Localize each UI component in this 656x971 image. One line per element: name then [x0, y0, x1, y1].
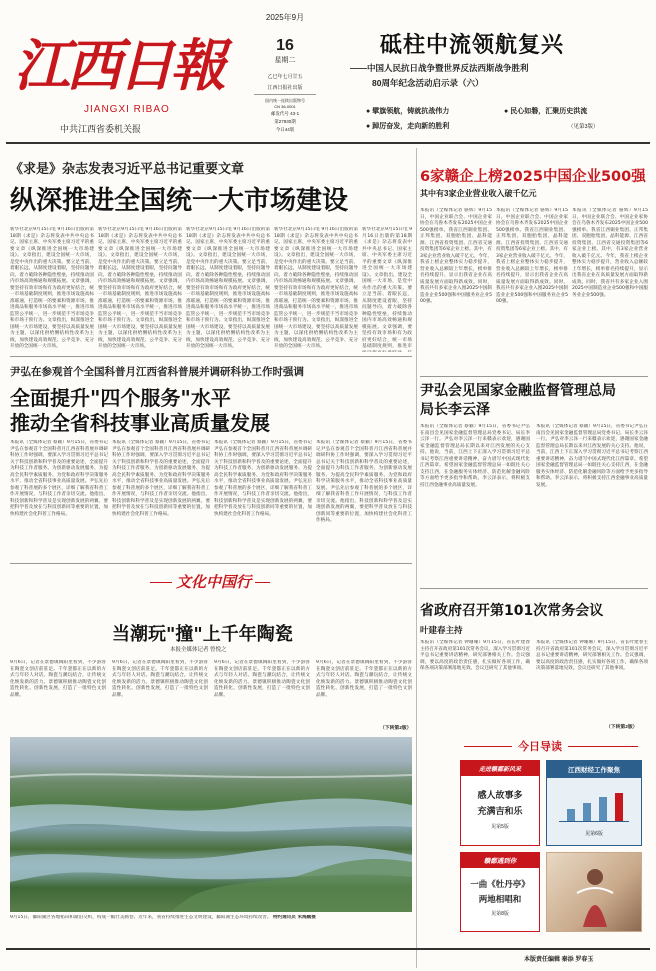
feature-subtitle-1: ——中国人民抗日战争暨世界反法西斯战争胜利	[350, 63, 529, 73]
article-body-col-3: 新华社北京9月15日电 9月16日出版的第18期《求是》杂志将发表中共中央总书记、国家主席、中央军委主席习近平的重要文章《纵深推进全国统一大市场建设》。文章指出，建设全国统一大市场，是党中央作出的重大决策。要立足当前、着眼长远，从制度建设着眼，坚持问题导向，着力破除各种隐性壁垒，持续推动国内市场高效畅通和规模拓展。文章强调，要坚持有效市场和有为政府更好结合，统一市场基础制度规则，推进市场设施高标准联通，打造统一的要素和资源市场，推进商品和服务市场高水平统一，推进市场监管公平统一，进一步规范不当市场竞争和市场干预行为。文章指出，纵深推进全国统一大市场建设，要坚持以高质量发展为主题，以深化供给侧结构性改革为主线，加快建设高效规范、公平竞争、充分开放的全国统一大市场。	[186, 227, 270, 349]
section-divider	[420, 588, 648, 589]
guide-item-1[interactable]	[460, 760, 540, 846]
culture-jump: （下转第2版）	[380, 726, 412, 731]
article-body-col-1: 本报讯（全媒体记者 钟珊珊）9月15日，省长叶建春主持召开省政府第101次常务会议，深入学习贯彻习近平总书记重要讲话精神，研究部署相关工作。会议强调，要以高度的政治责任感，扎实做好各项工作，确保各项决策部署落地见效。会议还研究了其他事项。	[420, 640, 530, 671]
photo-credit: 特约通讯员 朱海鹏摄	[272, 915, 316, 920]
section-divider	[10, 563, 412, 564]
article-kicker: 《求是》杂志发表习近平总书记重要文章	[10, 161, 245, 176]
article-body-col-2: 本报讯（全媒体记者 蔡颖）9月15日，省委书记尹弘在参观首个全国科普月江西省科普展并调研科协工作时强调，要深入学习贯彻习近平总书记关于科技创新和科学普及的重要论述，全面提升为科技工作者服务、为创新驱动发展服务、为提高全民科学素质服务、为党和政府科学决策服务水平，推动全省科技事业高质量发展。尹弘先后参观了科普展的多个展区，详细了解我省科普工作开展情况，与科技工作者亲切交流。他指出，科技创新和科学普及是实现创新发展的两翼，要把科学普及放在与科技创新同等重要的位置，加快构建社会化科普工作格局。	[112, 440, 210, 517]
article-kicker: 尹弘在参观首个全国科普月江西省科普展并调研科协工作时强调	[10, 366, 304, 378]
article-headline-line-1: 全面提升"四个服务"水平	[10, 386, 231, 410]
guide-banner: 江西财经工作聚焦	[547, 761, 641, 778]
guide-page: 见第8版	[491, 911, 509, 917]
date-month: 2025年9月	[265, 13, 305, 22]
article-body-col-1: 新华社北京9月15日电 9月16日出版的第18期《求是》杂志将发表中共中央总书记、国家主席、中央军委主席习近平的重要文章《纵深推进全国统一大市场建设》。文章指出，建设全国统一大市场，是党中央作出的重大决策。要立足当前、着眼长远，从制度建设着眼，坚持问题导向，着力破除各种隐性壁垒，持续推动国内市场高效畅通和规模拓展。文章强调，要坚持有效市场和有为政府更好结合，统一市场基础制度规则，推进市场设施高标准联通，打造统一的要素和资源市场，推进商品和服务市场高水平统一，推进市场监管公平统一，进一步规范不当市场竞争和市场干预行为。文章指出，纵深推进全国统一大市场建设，要坚持以高质量发展为主题，以深化供给侧结构性改革为主线，加快建设高效规范、公平竞争、充分开放的全国统一大市场。	[10, 227, 94, 349]
article-body-col-1: 9月6日，记者在景德镇陶阳里看到，不少游客在陶瓷文创店前驻足。千年瓷都正在以新的方式与年轻人对话。陶瓷与潮玩结合，让传统文化焕发新的活力。景德镇积极推动陶瓷文化创造性转化、创新性发展，打造了一批特色文创品牌。	[10, 660, 106, 698]
footer-editor: 本版责任编辑 秦添 罗春玉	[524, 957, 594, 963]
masthead-divider	[6, 142, 650, 144]
article-body-col-4: 9月6日，记者在景德镇陶阳里看到，不少游客在陶瓷文创店前驻足。千年瓷都正在以新的方式与年轻人对话。陶瓷与潮玩结合，让传统文化焕发新的活力。景德镇积极推动陶瓷文化创造性转化、创新性发展，打造了一批特色文创品牌。	[316, 660, 412, 698]
section-divider	[420, 376, 648, 377]
article-body-col-2: 本报讯（全媒体记者 钟珊珊）9月15日，省长叶建春主持召开省政府第101次常务会议，深入学习贯彻习近平总书记重要讲话精神，研究部署相关工作。会议强调，要以高度的政治责任感，扎实做好各项工作，确保各项决策部署落地见效。会议还研究了其他事项。	[536, 640, 648, 671]
culture-byline: 本报全媒体记者 曾悦之	[170, 647, 227, 653]
newspaper-org: 中共江西省委机关报	[60, 124, 142, 134]
issue-number: 第27930期	[274, 119, 296, 124]
article-body-col-3: 9月6日，记者在景德镇陶阳里看到，不少游客在陶瓷文创店前驻足。千年瓷都正在以新的方式与年轻人对话。陶瓷与潮玩结合，让传统文化焕发新的活力。景德镇积极推动陶瓷文化创造性转化、创新性发展，打造了一批特色文创品牌。	[214, 660, 310, 698]
feature-jump: （见第3版）	[568, 124, 599, 130]
wetland-illustration	[10, 737, 412, 912]
lunar-date: 乙巳年七月廿五	[267, 74, 303, 80]
culture-headline: 当潮玩"撞"上千年陶瓷	[112, 624, 293, 645]
guide-stage-image	[546, 852, 642, 932]
guide-heading: 感人故事多	[477, 790, 523, 800]
newspaper-pinyin: JIANGXI RIBAO	[84, 104, 170, 115]
date-day: 16	[276, 37, 294, 54]
page-count: 今日44版	[275, 127, 295, 132]
feature-link-1[interactable]: ● 擘旗领航，铸就抗战伟力	[366, 106, 449, 116]
landscape-photo	[10, 737, 412, 912]
photo-caption	[10, 915, 412, 929]
article-jump: （下转第2版）	[606, 725, 638, 730]
article-body-col-4: 本报讯（全媒体记者 蔡颖）9月15日，省委书记尹弘在参观首个全国科普月江西省科普展并调研科协工作时强调，要深入学习贯彻习近平总书记关于科技创新和科学普及的重要论述，全面提升为科技工作者服务、为创新驱动发展服务、为提高全民科学素质服务、为党和政府科学决策服务水平，推动全省科技事业高质量发展。尹弘先后参观了科普展的多个展区，详细了解我省科普工作开展情况，与科技工作者亲切交流。他指出，科技创新和科学普及是实现创新发展的两翼，要把科学普及放在与科技创新同等重要的位置，加快构建社会化科普工作格局。	[316, 440, 412, 523]
masthead	[0, 0, 656, 140]
article-body-col-3: 本报讯（全媒体记者 骆辉）9月15日，中国企业联合会、中国企业家协会在乌鲁木齐发布2025中国企业500强榜单。我省江西铜业集团、正邦集团、双胞胎集团、晶科能源、江西省投资集团、江西省交通投资集团等6家企业上榜。其中，有3家企业营业收入破千亿元。今年，我省上榜企业整体实力稳步提升，营业收入总额较上年增长，榜单排名持续提升，显示出我省企业在高质量发展方面取得新成效。同时，我省共有多家企业入围2025中国制造业企业500强和中国服务业企业500强。	[572, 208, 648, 298]
issue-info-box	[250, 12, 320, 140]
guide-banner: 赣鄱遇到你	[461, 853, 539, 868]
guide-heading-2: 充满吉和乐	[477, 806, 523, 816]
guide-heading: 一曲《牡丹亭》	[470, 879, 530, 889]
article-body-col-2: 9月6日，记者在景德镇陶阳里看到，不少游客在陶瓷文创店前驻足。千年瓷都正在以新的方式与年轻人对话。陶瓷与潮玩结合，让传统文化焕发新的活力。景德镇积极推动陶瓷文化创造性转化、创新性发展，打造了一批特色文创品牌。	[112, 660, 208, 698]
feature-title: 砥柱中流领航复兴	[380, 33, 565, 58]
article-body-col-2: 本报讯（全媒体记者 骆辉）9月15日，中国企业联合会、中国企业家协会在乌鲁木齐发布2025中国企业500强榜单。我省江西铜业集团、正邦集团、双胞胎集团、晶科能源、江西省投资集团、江西省交通投资集团等6家企业上榜。其中，有3家企业营业收入破千亿元。今年，我省上榜企业整体实力稳步提升，营业收入总额较上年增长，榜单排名持续提升，显示出我省企业在高质量发展方面取得新成效。同时，我省共有多家企业入围2025中国制造业企业500强和中国服务业企业500强。	[496, 208, 568, 304]
caption-text: 9月15日，鄱阳湖区各地稻田和湖泊交织，构成一幅壮美画卷。近年来，我省持续推进生态文明建设，鄱阳湖生态环境持续改善。	[10, 915, 272, 920]
publisher: 江西日报社出版	[267, 85, 303, 91]
guide-item-3[interactable]	[460, 852, 540, 932]
culture-banner	[150, 571, 270, 593]
today-guide	[454, 736, 648, 936]
guide-banner: 走进赣鄱新风采	[461, 761, 539, 776]
guide-item-2[interactable]	[546, 760, 642, 846]
article-body-col-4: 新华社北京9月15日电 9月16日出版的第18期《求是》杂志将发表中共中央总书记、国家主席、中央军委主席习近平的重要文章《纵深推进全国统一大市场建设》。文章指出，建设全国统一大市场，是党中央作出的重大决策。要立足当前、着眼长远，从制度建设着眼，坚持问题导向，着力破除各种隐性壁垒，持续推动国内市场高效畅通和规模拓展。文章强调，要坚持有效市场和有为政府更好结合，统一市场基础制度规则，推进市场设施高标准联通，打造统一的要素和资源市场，推进商品和服务市场高水平统一，推进市场监管公平统一，进一步规范不当市场竞争和市场干预行为。文章指出，纵深推进全国统一大市场建设，要坚持以高质量发展为主题，以深化供给侧结构性改革为主线，加快建设高效规范、公平竞争、充分开放的全国统一大市场。	[274, 227, 358, 349]
article-body-col-5: 新华社北京9月15日电 9月16日出版的第18期《求是》杂志将发表中共中央总书记、国家主席、中央军委主席习近平的重要文章《纵深推进全国统一大市场建设》。文章指出，建设全国统一大市场，是党中央作出的重大决策。要立足当前、着眼长远，从制度建设着眼，坚持问题导向，着力破除各种隐性壁垒，持续推动国内市场高效畅通和规模拓展。文章强调，要坚持有效市场和有为政府更好结合，统一市场基础制度规则，推进市	[362, 227, 412, 349]
guide-title: 今日导读	[512, 738, 568, 754]
guide-heading-2: 两地相唱和	[478, 894, 522, 904]
article-body-col-3: 本报讯（全媒体记者 蔡颖）9月15日，省委书记尹弘在参观首个全国科普月江西省科普展并调研科协工作时强调，要深入学习贯彻习近平总书记关于科技创新和科学普及的重要论述，全面提升为科技工作者服务、为创新驱动发展服务、为提高全民科学素质服务、为党和政府科学决策服务水平，推动全省科技事业高质量发展。尹弘先后参观了科普展的多个展区，详细了解我省科普工作开展情况，与科技工作者亲切交流。他指出，科技创新和科学普及是实现创新发展的两翼，要把科学普及放在与科技创新同等重要的位置，加快构建社会化科普工作格局。	[214, 440, 312, 517]
article-headline	[420, 382, 620, 420]
cn-number: CN 36-0001	[274, 104, 296, 109]
feature-subtitle-2: 80周年纪念活动启示录（六）	[372, 78, 484, 88]
guide-page: 见第6版	[585, 831, 603, 837]
stage-figure-icon	[547, 853, 643, 933]
newspaper-logo: 江西日報	[14, 33, 222, 99]
column-divider	[416, 148, 417, 968]
article-body-col-2: 本报讯（全媒体记者 蔡颖）9月15日，省委书记尹弘在南昌会见国家金融监督管理总局党委书记、局长李云泽一行。尹弘对李云泽一行来赣表示欢迎，感谢国家金融监督管理总局长期以来对江西发展的关心支持。他说，当前，江西上下正深入学习贯彻习近平总书记考察江西重要讲话精神，奋力谱写中国式现代化江西篇章。希望国家金融监督管理总局一如既往关心支持江西，在金融服务实体经济、防范化解金融风险等方面给予更多指导和帮助。李云泽表示，将积极支持江西金融事业高质量发展。	[536, 424, 648, 488]
feature-link-2[interactable]: ● 民心如磐，汇聚历史洪流	[504, 106, 587, 116]
cn-label: 国内统一连续出版物号	[265, 98, 305, 103]
article-headline: 省政府召开第101次常务会议	[420, 603, 604, 619]
guide-page: 见第5版	[491, 824, 509, 830]
footer-divider	[6, 948, 650, 950]
article-headline: 6家赣企上榜2025中国企业500强	[420, 169, 646, 185]
article-body-col-1: 本报讯（全媒体记者 蔡颖）9月15日，省委书记尹弘在参观首个全国科普月江西省科普展并调研科协工作时强调，要深入学习贯彻习近平总书记关于科技创新和科学普及的重要论述，全面提升为科技工作者服务、为创新驱动发展服务、为提高全民科学素质服务、为党和政府科学决策服务水平，推动全省科技事业高质量发展。尹弘先后参观了科普展的多个展区，详细了解我省科普工作开展情况，与科技工作者亲切交流。他指出，科技创新和科学普及是实现创新发展的两翼，要把科学普及放在与科技创新同等重要的位置，加快构建社会化科普工作格局。	[10, 440, 108, 517]
article-body-col-1: 本报讯（全媒体记者 蔡颖）9月15日，省委书记尹弘在南昌会见国家金融监督管理总局党委书记、局长李云泽一行。尹弘对李云泽一行来赣表示欢迎，感谢国家金融监督管理总局长期以来对江西发展的关心支持。他说，当前，江西上下正深入学习贯彻习近平总书记考察江西重要讲话精神，奋力谱写中国式现代化江西篇章。希望国家金融监督管理总局一如既往关心支持江西，在金融服务实体经济、防范化解金融风险等方面给予更多指导和帮助。李云泽表示，将积极支持江西金融事业高质量发展。	[420, 424, 530, 488]
section-divider	[10, 356, 412, 357]
article-body-col-2: 新华社北京9月15日电 9月16日出版的第18期《求是》杂志将发表中共中央总书记、国家主席、中央军委主席习近平的重要文章《纵深推进全国统一大市场建设》。文章指出，建设全国统一大市场，是党中央作出的重大决策。要立足当前、着眼长远，从制度建设着眼，坚持问题导向，着力破除各种隐性壁垒，持续推动国内市场高效畅通和规模拓展。文章强调，要坚持有效市场和有为政府更好结合，统一市场基础制度规则，推进市场设施高标准联通，打造统一的要素和资源市场，推进商品和服务市场高水平统一，推进市场监管公平统一，进一步规范不当市场竞争和市场干预行为。文章指出，纵深推进全国统一大市场建设，要坚持以高质量发展为主题，以深化供给侧结构性改革为主线，加快建设高效规范、公平竞争、充分开放的全国统一大市场。	[98, 227, 182, 349]
post-code: 邮发代号 43-1	[270, 111, 300, 116]
article-headline-line-2: 推动全省科技事业高质量发展	[10, 411, 270, 435]
feature-link-3[interactable]: ● 踔厉奋发，走向新的胜利	[366, 121, 449, 131]
weekday: 星期二	[274, 57, 296, 64]
guide-graph-icon	[559, 792, 629, 822]
article-subheadline: 叶建春主持	[420, 625, 463, 635]
banner-label: 文化中国行	[172, 571, 255, 592]
article-headline-text: 尹弘会见国家金融监督管理总局局长李云泽	[420, 383, 616, 418]
article-body-col-1: 本报讯（全媒体记者 骆辉）9月15日，中国企业联合会、中国企业家协会在乌鲁木齐发布2025中国企业500强榜单。我省江西铜业集团、正邦集团、双胞胎集团、晶科能源、江西省投资集团、江西省交通投资集团等6家企业上榜。其中，有3家企业营业收入破千亿元。今年，我省上榜企业整体实力稳步提升，营业收入总额较上年增长，榜单排名持续提升，显示出我省企业在高质量发展方面取得新成效。同时，我省共有多家企业入围2025中国制造业企业500强和中国服务业企业500强。	[420, 208, 492, 304]
article-headline: 纵深推进全国统一大市场建设	[10, 186, 349, 216]
article-subheadline: 其中有3家企业营业收入破千亿元	[420, 189, 537, 198]
